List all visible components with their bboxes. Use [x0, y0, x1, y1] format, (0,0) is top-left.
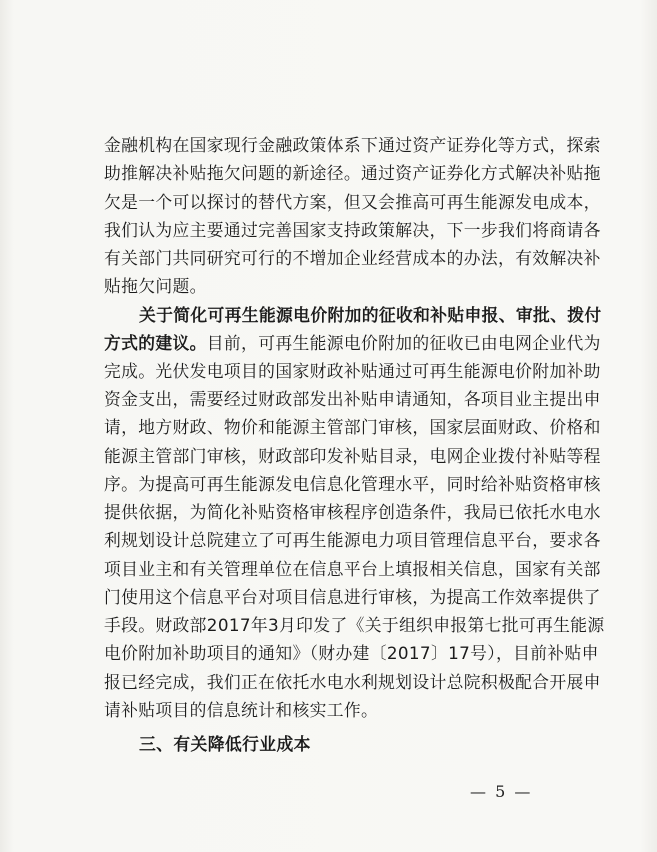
- paragraph-2-line-3: 完成。光伏发电项目的国家财政补贴通过可再生能源电价附加补助: [104, 361, 601, 381]
- paragraph-1-line-6: 贴拖欠问题。: [104, 276, 207, 296]
- paragraph-2-line-14: 报已经完成，我们正在依托水电水利规划设计总院积极配合开展申: [104, 672, 601, 692]
- paragraph-1-line-2: 助推解决补贴拖欠问题的新途径。通过资产证券化方式解决补贴拖: [104, 163, 601, 183]
- paragraph-2-line-6: 能源主管部门审核，财政部印发补贴目录，电网企业拨付补贴等程: [104, 446, 601, 466]
- paragraph-2-line-5: 请，地方财政、物价和能源主管部门审核，国家层面财政、价格和: [104, 417, 601, 437]
- paragraph-2-line-4: 资金支出，需要经过财政部发出补贴申请通知，各项目业主提出申: [104, 389, 601, 409]
- paragraph-2-line-10: 项目业主和有关管理单位在信息平台上填报相关信息，国家有关部: [104, 559, 601, 579]
- paragraph-2-line-12: 手段。财政部2017年3月印发了《关于组织申报第七批可再生能源: [104, 615, 605, 635]
- paragraph-1-line-5: 有关部门共同研究可行的不增加企业经营成本的办法，有效解决补: [104, 248, 601, 268]
- paragraph-2-line-2: [104, 333, 601, 353]
- paragraph-2-bold-lead-1: 关于简化可再生能源电价附加的征收和补贴申报、审批、拨付: [139, 305, 602, 325]
- paragraph-2-line-15: 请补贴项目的信息统计和核实工作。: [104, 700, 379, 720]
- paragraph-1-line-1: 金融机构在国家现行金融政策体系下通过资产证券化等方式，探索: [104, 135, 601, 155]
- paragraph-2-line-7: 序。为提高可再生能源发电信息化管理水平，同时给补贴资格审核: [104, 474, 601, 494]
- section-heading: 三、有关降低行业成本: [139, 734, 311, 754]
- paragraph-1-line-4: 我们认为应主要通过完善国家支持政策解决，下一步我们将商请各: [104, 220, 601, 240]
- page-number: — 5 —: [470, 782, 533, 801]
- paragraph-1-line-3: 欠是一个可以探讨的替代方案，但又会推高可再生能源发电成本，: [104, 192, 601, 212]
- paragraph-2-line-13: 电价附加补助项目的通知》（财办建〔2017〕17号），目前补贴申: [104, 643, 599, 663]
- paragraph-2-bold-lead-2: 方式的建议。: [104, 333, 207, 353]
- paragraph-2-line-9: 利规划设计总院建立了可再生能源电力项目管理信息平台，要求各: [104, 530, 601, 550]
- paragraph-2-line-11: 门使用这个信息平台对项目信息进行审核，为提高工作效率提供了: [104, 587, 601, 607]
- paragraph-2-line-8: 提供依据，为简化补贴资格审核程序创造条件，我局已依托水电水: [104, 502, 601, 522]
- paragraph-2-line-2-rest: 目前，可再生能源电价附加的征收已由电网企业代为: [206, 333, 601, 353]
